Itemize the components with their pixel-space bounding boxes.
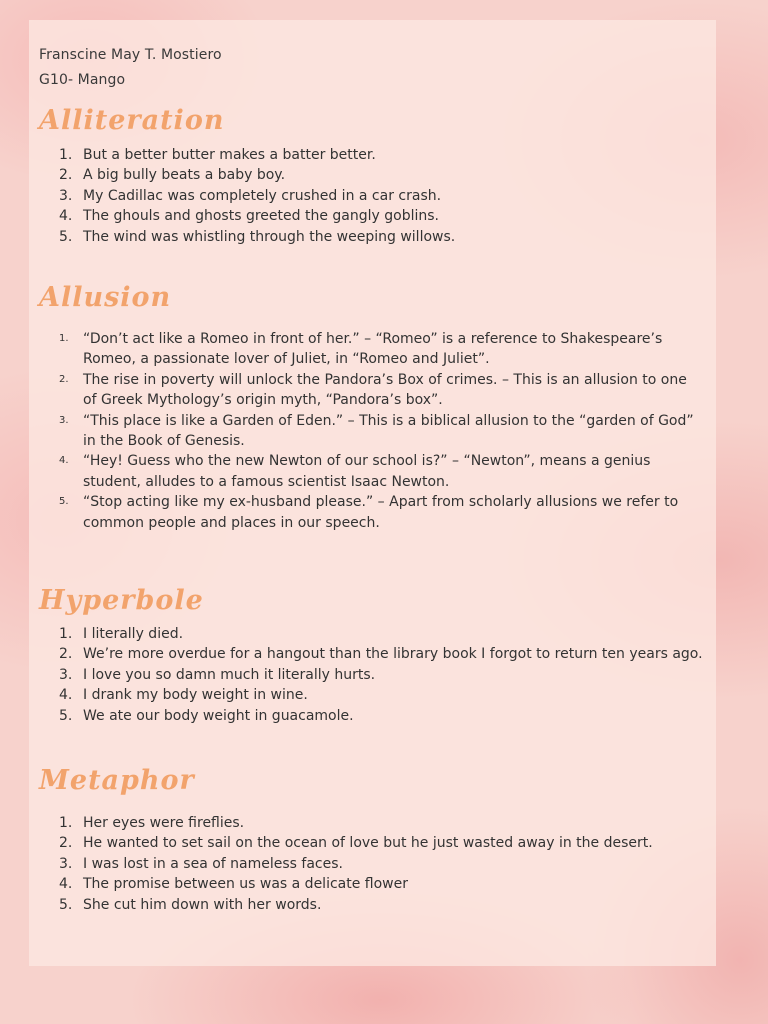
list-item: 5. The wind was whistling through the weeping willows. (59, 228, 456, 245)
list-item: 5. “Stop acting like my ex-husband please.” – Apart from scholarly allusions we refer to common people and places in our speech. (59, 494, 679, 531)
heading-metaphor: Metaphor (39, 765, 195, 796)
list-item: 1. I literally died. (59, 626, 184, 642)
allusion-list (29, 329, 704, 533)
list-item: 1. “Don’t act like a Romeo in front of her.” – “Romeo” is a reference to Shakespeare’s Romeo, a passionate lover of Juliet, in “Romeo and Juliet”. (59, 331, 663, 368)
metaphor-list (29, 813, 704, 915)
list-item: 3. “This place is like a Garden of Eden.” – This is a biblical allusion to the “garden of God” in the Book of Genesis. (59, 412, 694, 450)
list-item: 2. The rise in poverty will unlock the Pandora’s Box of crimes. – This is an allusion to one of Greek Mythology’s origin myth, “Pandora’s box”. (59, 371, 687, 409)
hyperbole-list (29, 624, 704, 726)
list-item: 2. A big bully beats a baby boy. (59, 167, 286, 184)
list-item: 3. My Cadillac was completely crushed in a car crash. (59, 187, 442, 204)
list-item: 4. The promise between us was a delicate flower (59, 876, 408, 893)
heading-allusion: Allusion (39, 282, 172, 313)
list-item: 3. I was lost in a sea of nameless faces. (59, 855, 343, 872)
list-item: 5. We ate our body weight in guacamole. (59, 707, 354, 724)
alliteration-list (29, 145, 704, 247)
list-item: 2. We’re more overdue for a hangout than the library book I forgot to return ten years ago. (59, 646, 703, 663)
list-item: 4. The ghouls and ghosts greeted the gangly goblins. (59, 208, 439, 225)
document-page (29, 20, 716, 966)
list-item: 3. I love you so damn much it literally hurts. (59, 666, 376, 683)
list-item: 2. He wanted to set sail on the ocean of love but he just wasted away in the desert. (59, 835, 653, 852)
heading-alliteration: Alliteration (39, 105, 225, 136)
list-item: 4. “Hey! Guess who the new Newton of our school is?” – “Newton”, means a genius student, alludes to a famous scientist Isaac Newton. (59, 453, 651, 490)
list-item: 5. She cut him down with her words. (59, 896, 322, 913)
heading-hyperbole: Hyperbole (39, 585, 204, 616)
list-item: 1. But a better butter makes a batter better. (59, 147, 376, 163)
author-name: Franscine May T. Mostiero (39, 47, 222, 63)
list-item: 4. I drank my body weight in wine. (59, 687, 308, 704)
list-item: 1. Her eyes were fireflies. (59, 815, 245, 831)
author-section: G10- Mango (39, 72, 126, 88)
